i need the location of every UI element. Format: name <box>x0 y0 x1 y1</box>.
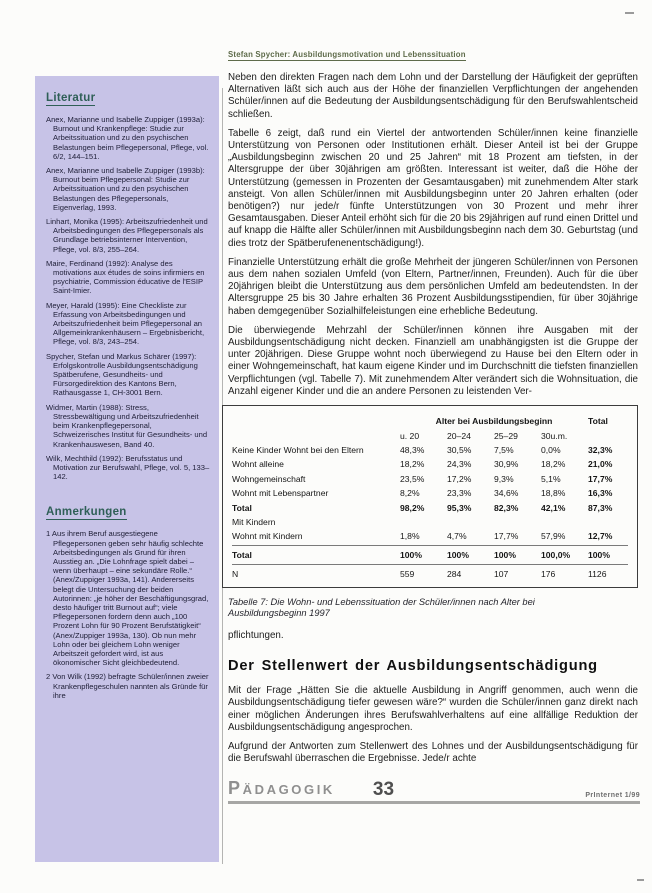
issue-label: PrInternet 1/99 <box>585 792 640 800</box>
literatur-heading: Literatur <box>46 92 96 104</box>
column-header: u. 20 <box>400 430 420 441</box>
literature-sidebar <box>35 76 219 862</box>
table-row: Wohnt mit Kindern 1,8% 4,7% 17,7% 57,9% 12,7% <box>232 531 613 542</box>
reference-entry: Widmer, Martin (1988): Stress, Stressbewältigung und Arbeitszufriedenheit beim Krankenpflegepersonal, Schweizerisches Institut für Gesundheits- und Krankenhauswesen, Band 40. <box>46 402 208 449</box>
table-row: Wohngemeinschaft 23,5% 17,2% 9,3% 5,1% 17,7% <box>232 473 613 484</box>
paragraph: Mit der Frage „Hätten Sie die aktuelle Ausbildung in Angriff genommen, auch wenn die Ausbildungsentschädigung tiefer gewesen wäre?“ wurden die Schüler/innen ganz direkt nach einer möglichen Änderungen ihres Berufswahlverhaltens auf eine allfällige Reduktion der Ausbildungsentschädigung angesprochen. <box>228 685 638 733</box>
table-n-row: N 559 284 107 176 1126 <box>232 564 628 581</box>
running-header: Stefan Spycher: Ausbildungsmotivation und Lebenssituation <box>228 50 466 59</box>
anmerkungen-heading: Anmerkungen <box>46 506 127 519</box>
table-total-row: Total 98,2% 95,3% 82,3% 42,1% 87,3% <box>232 502 613 513</box>
main-column <box>228 44 638 804</box>
page-footer <box>228 778 640 799</box>
footnote: 1 Aus ihrem Beruf ausgestiegene Pflegepersonen geben sehr häufig schlechte Arbeitsbedingungen als Grund für ihren Ausstieg an. „Die Lohnfrage spielt dabei – wenn überhaupt – eine sekundäre Rolle.“ (Anex/Zuppiger 1993a, 141). Andererseits belegt die Untersuchung der beiden Autorinnen: „je höher der Beschäftigungsgrad, desto häufiger tritt Burnout auf“; viele Pflegepersonen fordern denn auch „100 Prozent Lohn für 90 Prozent Berufstätigkeit“ (Anex/Zuppiger 1993a, 130). Ob nun mehr Lohn oder bei gleichem Lohn weniger Arbeitszeit gefordert wird, ist aus ökonomischer Sicht gleichbedeutend. <box>46 529 209 668</box>
journal-name: PÄDAGOGIK <box>228 778 335 799</box>
reference-entry: Maire, Ferdinand (1992): Analyse des motivations aux études de soins infirmiers en psychiatrie, Commission éducative de l'ESIP Saint-Imier. <box>46 258 205 296</box>
paragraph: Finanzielle Unterstützung erhält die große Mehrheit der jüngeren Schüler/innen von Personen aus dem nahen sozialen Umfeld (von Eltern, Partner/innen, Freunden). Auch für die über 20jährigen bleibt die Unterstützung aus dem persönlichen Umfeld am bedeutendsten. In der Altersgruppe 25 bis 30 Jahre erhalten 36 Prozent Ausbildungsstipendien, für über 30jährige haben demgegenüber Sozialhilfeleistungen eine erhebliche Bedeutung. <box>228 256 638 317</box>
footer-rule <box>228 801 640 804</box>
table-row: Wohnt alleine 18,2% 24,3% 30,9% 18,2% 21,0% <box>232 459 613 470</box>
section-heading: Der Stellenwert der Ausbildungsentschädigung <box>228 658 598 675</box>
column-header: 30u.m. <box>541 430 568 441</box>
paragraph: Tabelle 6 zeigt, daß rund ein Viertel der antwortenden Schüler/innen keine finanzielle Unterstützung von Personen oder Institutionen erhält. Dieser Anteil ist bei der Gruppe „Ausbildungsbeginn zwischen 20 und 25 Jahren“ mit 18 Prozent am tiefsten, in der Altersgruppe der über 30jährigen am größten. Interessant ist weiter, daß die Höhe der Unterstützung (gemessen in Prozenten der Gesamtausgaben) mit zunehmendem Alter stark ansteigt. Von allen Schüler/innen mit Ausbildungsbeginn unter 20 Jahren erhalten (oder benötigen?) nur jede/r fünfte Unterstützungen von 30 Prozent und mehr ihrer Gesamtausgaben. Dieser Anteil erhöht sich für die 20 bis 29jährigen auf rund einen Drittel und auf knapp die Hälfte aller Schüler/innen mit Ausbildungsbeginn nach dem 30. Geburtstag (und dies trotz der Spätberufenenentschädigung!). <box>228 127 638 249</box>
reference-entry: Meyer, Harald (1995): Eine Checkliste zur Erfassung von Arbeitsbedingungen und Arbeitszufriedenheit beim Pflegepersonal an Allgemeinkrankenhäusern – Ergebnisbericht, Pflege, vol. 8/3, 243–254. <box>46 300 205 347</box>
table-row: Wohnt mit Lebenspartner 8,2% 23,3% 34,6% 18,8% 16,3% <box>232 488 613 499</box>
reference-entry: Anex, Marianne und Isabelle Zuppiger (1993b): Burnout beim Pflegepersonal: Studie zur Arbeitssituation und zu den psychischen Belastungen des Pflegepersonals, Eigenverlag, 1993. <box>46 166 205 212</box>
column-header: 25–29 <box>494 430 518 441</box>
reference-entry: Wilk, Mechthild (1992): Berufsstatus und Motivation zur Berufswahl, Pflege, vol. 5, 133–142. <box>46 453 210 482</box>
footnote: 2 Von Wilk (1992) befragte Schüler/innen zweier Krankenpflegeschulen nannten als Gründe für ihre <box>46 672 209 700</box>
table-header-row <box>232 414 628 428</box>
crop-mark-top-icon <box>625 12 634 14</box>
table-section-row: Mit Kindern <box>232 516 276 527</box>
table-total-row: Total 100% 100% 100% 100,0% 100% <box>232 545 628 562</box>
reference-entry: Linhart, Monika (1995): Arbeitszufriedenheit und Arbeitsbedingungen des Pflegepersonals als Grundlage betriebsinterner Intervention, Pflege, vol. 8/3, 255–264. <box>46 217 208 254</box>
paragraph: Aufgrund der Antworten zum Stellenwert des Lohnes und der Ausbildungsentschädigung für die Berufswahl überraschen die Ergebnisse. Jede/r achte <box>228 741 638 765</box>
crop-mark-bottom-icon <box>637 879 644 881</box>
column-header: 20–24 <box>447 430 471 441</box>
reference-entry: Spycher, Stefan und Markus Schärer (1997): Erfolgskontrolle Ausbildungsentschädigung Spätberufene, Gesundheits- und Fürsorgedirektion des Kantons Bern, Rathausgasse 1, CH-3001 Bern. <box>46 351 198 398</box>
table-header-group: Alter bei Ausbildungsbeginn <box>435 416 553 427</box>
paragraph: Die überwiegende Mehrzahl der Schüler/innen können ihre Ausgaben mit der Ausbildungsentschädigung nicht decken. Finanziell am unabhängigsten ist die Gruppe der unter 20jährigen. Diese Gruppe wohnt noch überwiegend zu Hause bei den Eltern oder in einer Wohngemeinschaft, hat kaum eigene Kinder und im Durchschnitt die tiefsten finanziellen Verpflichtungen (vgl. Tabelle 7). Mit zunehmendem Alter verändert sich die Wohnsituation, die Anzahl eigener Kinder und die an andere Personen zu leistenden Ver- <box>228 324 638 397</box>
page-number: 33 <box>372 779 395 801</box>
table-7 <box>222 405 638 588</box>
reference-entry: Anex, Marianne und Isabelle Zuppiger (1993a): Burnout und Krankenpflege: Studie zur Arbeitssituation und zu den psychischen Belastungen beim Pflegepersonal, Pflege, vol. 6/2, 144–151. <box>46 115 209 161</box>
table-row: Keine Kinder Wohnt bei den Eltern 48,3% 30,5% 7,5% 0,0% 32,3% <box>232 445 613 456</box>
table-header-total: Total <box>588 416 608 427</box>
paragraph: Neben den direkten Fragen nach dem Lohn und der Darstellung der Häufigkeit der geprüften Alternativen läßt sich auch aus der Höhe der finanziellen Verpflichtungen der angehenden Schüler/innen auf die Bedeutung der Ausbildungsentschädigung für den Berufswahlentscheid schließen. <box>228 72 638 120</box>
table-subheader-row <box>232 428 628 442</box>
table-caption: Tabelle 7: Die Wohn- und Lebenssituation der Schüler/innen nach Alter bei Ausbildungsbeginn 1997 <box>228 596 535 619</box>
paragraph: pflichtungen. <box>228 630 284 642</box>
